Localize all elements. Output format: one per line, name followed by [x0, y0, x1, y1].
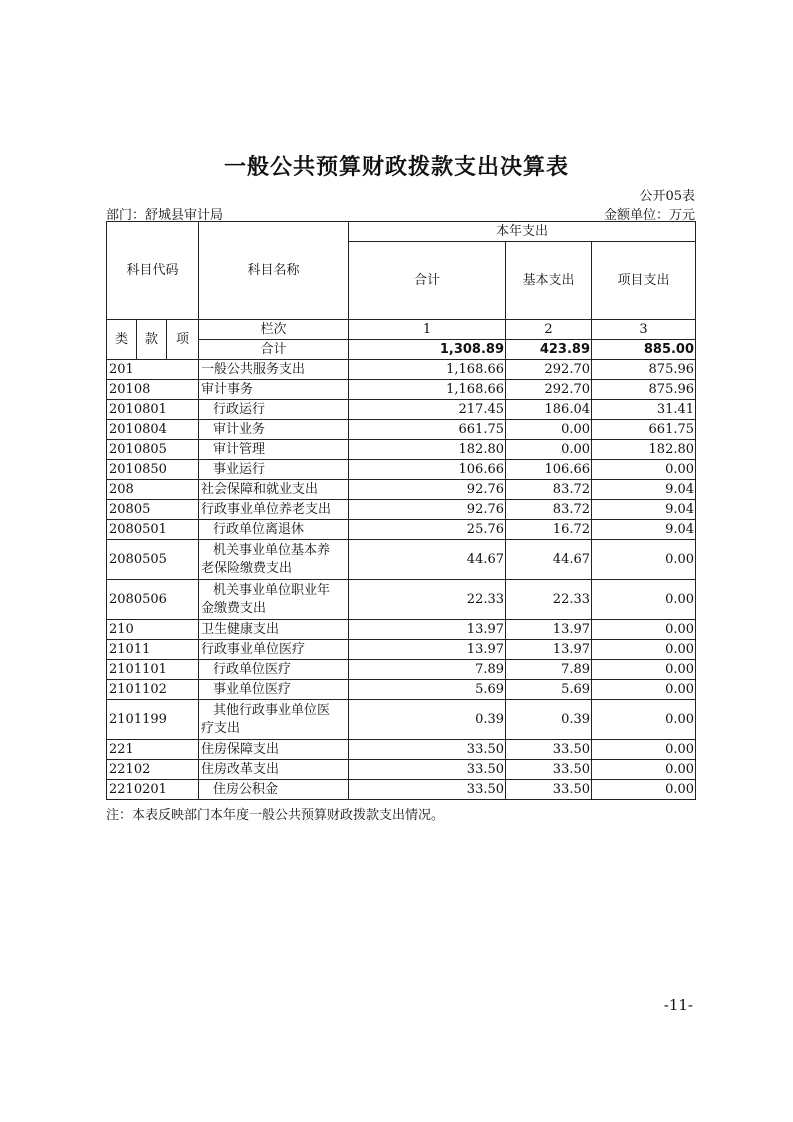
row-basic: 16.72 — [506, 520, 592, 540]
row-name: 事业单位医疗 — [199, 680, 349, 700]
header-col1: 1 — [349, 320, 506, 340]
row-name: 行政事业单位医疗 — [199, 640, 349, 660]
table-row — [107, 380, 696, 400]
row-code: 210 — [107, 620, 199, 640]
row-basic: 0.00 — [506, 420, 592, 440]
header-code: 科目代码 — [107, 222, 199, 320]
row-code: 2080501 — [107, 520, 199, 540]
row-basic: 83.72 — [506, 480, 592, 500]
row-name: 审计管理 — [199, 440, 349, 460]
header-xiang: 项 — [167, 320, 199, 360]
expenditure-table — [106, 221, 696, 800]
row-total: 44.67 — [349, 540, 506, 580]
header-lanci: 栏次 — [199, 320, 349, 340]
row-name-line1: 其他行政事业单位医 — [213, 702, 331, 718]
row-basic: 186.04 — [506, 400, 592, 420]
header-kuan: 款 — [137, 320, 167, 360]
row-code: 2010850 — [107, 460, 199, 480]
table-row — [107, 540, 696, 580]
row-basic: 0.39 — [506, 700, 592, 740]
total-basic: 423.89 — [506, 340, 592, 360]
row-basic: 7.89 — [506, 660, 592, 680]
row-total: 182.80 — [349, 440, 506, 460]
row-project: 875.96 — [592, 360, 696, 380]
row-project: 0.00 — [592, 640, 696, 660]
table-row — [107, 700, 696, 740]
row-name: 住房保障支出 — [199, 740, 349, 760]
row-basic: 13.97 — [506, 640, 592, 660]
row-project: 0.00 — [592, 780, 696, 800]
row-project: 182.80 — [592, 440, 696, 460]
row-name: 行政事业单位养老支出 — [199, 500, 349, 520]
row-basic: 292.70 — [506, 360, 592, 380]
table-row — [107, 640, 696, 660]
row-name-line2: 金缴费支出 — [201, 600, 267, 616]
table-row — [107, 360, 696, 380]
row-code: 208 — [107, 480, 199, 500]
row-name — [199, 540, 349, 580]
page-number: -11- — [663, 996, 693, 1014]
row-total: 5.69 — [349, 680, 506, 700]
row-total: 217.45 — [349, 400, 506, 420]
row-total: 33.50 — [349, 780, 506, 800]
row-total: 106.66 — [349, 460, 506, 480]
table-row — [107, 580, 696, 620]
row-project: 0.00 — [592, 620, 696, 640]
row-code: 2080505 — [107, 540, 199, 580]
header-current-year: 本年支出 — [349, 222, 696, 242]
row-code: 2101199 — [107, 700, 199, 740]
row-code: 21011 — [107, 640, 199, 660]
unit-label: 金额单位：万元 — [603, 208, 695, 223]
row-code: 2210201 — [107, 780, 199, 800]
row-total: 0.39 — [349, 700, 506, 740]
row-name: 住房公积金 — [199, 780, 349, 800]
row-name-line2: 疗支出 — [201, 720, 241, 736]
row-basic: 44.67 — [506, 540, 592, 580]
row-name-line1: 机关事业单位基本养 — [213, 542, 331, 558]
row-name: 行政运行 — [199, 400, 349, 420]
table-row — [107, 400, 696, 420]
row-code: 221 — [107, 740, 199, 760]
table-row — [107, 760, 696, 780]
row-project: 0.00 — [592, 700, 696, 740]
header-name: 科目名称 — [199, 222, 349, 320]
row-name: 行政单位医疗 — [199, 660, 349, 680]
row-project: 9.04 — [592, 500, 696, 520]
header-total: 合计 — [349, 242, 506, 320]
row-code: 2010805 — [107, 440, 199, 460]
header-basic: 基本支出 — [506, 242, 592, 320]
row-total: 7.89 — [349, 660, 506, 680]
header-project: 项目支出 — [592, 242, 696, 320]
row-code: 22102 — [107, 760, 199, 780]
row-project: 0.00 — [592, 660, 696, 680]
table-row — [107, 520, 696, 540]
department-label: 部门：舒城县审计局 — [106, 208, 224, 223]
table-row — [107, 440, 696, 460]
table-row — [107, 780, 696, 800]
total-label: 合计 — [199, 340, 349, 360]
row-basic: 13.97 — [506, 620, 592, 640]
row-name: 社会保障和就业支出 — [199, 480, 349, 500]
row-basic: 22.33 — [506, 580, 592, 620]
row-basic: 33.50 — [506, 760, 592, 780]
row-project: 661.75 — [592, 420, 696, 440]
row-code: 2101101 — [107, 660, 199, 680]
row-project: 9.04 — [592, 480, 696, 500]
row-total: 13.97 — [349, 640, 506, 660]
row-project: 0.00 — [592, 680, 696, 700]
row-name: 行政单位离退休 — [199, 520, 349, 540]
row-basic: 33.50 — [506, 740, 592, 760]
table-row — [107, 620, 696, 640]
row-name — [199, 580, 349, 620]
row-total: 1,168.66 — [349, 380, 506, 400]
row-total: 661.75 — [349, 420, 506, 440]
row-code: 20108 — [107, 380, 199, 400]
row-project: 0.00 — [592, 460, 696, 480]
row-name: 一般公共服务支出 — [199, 360, 349, 380]
header-col3: 3 — [592, 320, 696, 340]
page-title: 一般公共预算财政拨款支出决算表 — [223, 154, 569, 180]
form-number: 公开05表 — [639, 189, 695, 204]
row-name: 事业运行 — [199, 460, 349, 480]
row-basic: 83.72 — [506, 500, 592, 520]
row-code: 20805 — [107, 500, 199, 520]
row-name: 审计业务 — [199, 420, 349, 440]
row-total: 13.97 — [349, 620, 506, 640]
row-code: 2080506 — [107, 580, 199, 620]
row-total: 25.76 — [349, 520, 506, 540]
row-total: 92.76 — [349, 500, 506, 520]
row-name-line1: 机关事业单位职业年 — [213, 582, 331, 598]
row-project: 0.00 — [592, 540, 696, 580]
row-basic: 0.00 — [506, 440, 592, 460]
total-total: 1,308.89 — [349, 340, 506, 360]
row-basic: 106.66 — [506, 460, 592, 480]
table-row — [107, 660, 696, 680]
row-name: 卫生健康支出 — [199, 620, 349, 640]
row-project: 875.96 — [592, 380, 696, 400]
table-row — [107, 420, 696, 440]
row-project: 0.00 — [592, 760, 696, 780]
row-total: 22.33 — [349, 580, 506, 620]
row-code: 201 — [107, 360, 199, 380]
row-total: 1,168.66 — [349, 360, 506, 380]
header-row-3 — [107, 320, 696, 340]
row-name: 住房改革支出 — [199, 760, 349, 780]
row-code: 2010801 — [107, 400, 199, 420]
row-project: 0.00 — [592, 740, 696, 760]
table-row — [107, 480, 696, 500]
row-total: 92.76 — [349, 480, 506, 500]
row-project: 0.00 — [592, 580, 696, 620]
row-name: 审计事务 — [199, 380, 349, 400]
header-row-1 — [107, 222, 696, 242]
footnote: 注：本表反映部门本年度一般公共预算财政拨款支出情况。 — [106, 808, 445, 823]
row-code: 2010804 — [107, 420, 199, 440]
table-row — [107, 740, 696, 760]
row-basic: 5.69 — [506, 680, 592, 700]
row-project: 31.41 — [592, 400, 696, 420]
header-lei: 类 — [107, 320, 137, 360]
table-row — [107, 460, 696, 480]
row-basic: 33.50 — [506, 780, 592, 800]
table-row — [107, 680, 696, 700]
header-col2: 2 — [506, 320, 592, 340]
row-basic: 292.70 — [506, 380, 592, 400]
row-total: 33.50 — [349, 760, 506, 780]
row-name-line2: 老保险缴费支出 — [201, 560, 293, 576]
total-project: 885.00 — [592, 340, 696, 360]
row-total: 33.50 — [349, 740, 506, 760]
table-row — [107, 500, 696, 520]
row-project: 9.04 — [592, 520, 696, 540]
row-code: 2101102 — [107, 680, 199, 700]
row-name — [199, 700, 349, 740]
